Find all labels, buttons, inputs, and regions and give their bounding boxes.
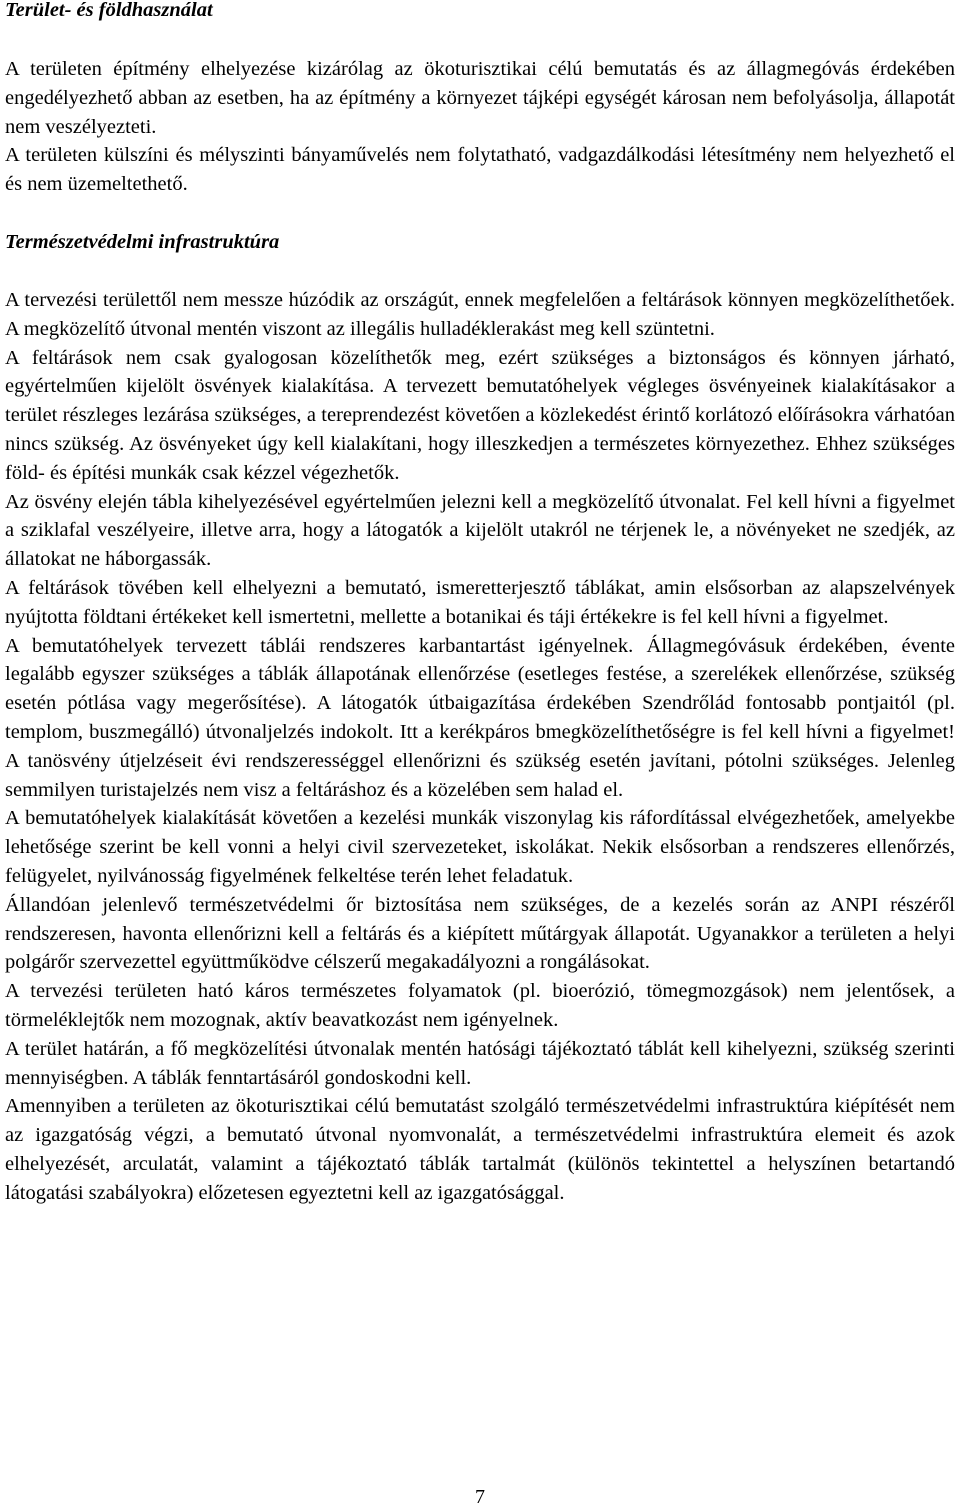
paragraph: A terület határán, a fő megközelítési útvonalak mentén hatósági tájékoztató táblát kell kihelyezni, szükség szerinti mennyiségben. A táblák fenntartásáról gondoskodni kell. [5,1037,955,1089]
paragraph: A tervezési területtől nem messze húzódik az országút, ennek megfelelően a feltárások könnyen megközelíthetőek. A megközelítő útvonal mentén viszont az illegális hulladéklerakást meg kell szüntetni. [5,289,955,340]
paragraph: A területen építmény elhelyezése kizárólag az ökoturisztikai célú bemutatás és az állagmegóvás érdekében engedélyezhető abban az esetben, ha az építmény a környezet tájképi egységét károsan nem befolyásolja, állapotát nem veszélyezteti. [5,58,955,138]
section-body-land-use [5,55,955,199]
section-body-infrastructure [5,286,955,1208]
paragraph: A tervezési területen ható káros természetes folyamatok (pl. bioerózió, tömegmozgások) nem jelentősek, a törmeléklejtők nem mozognak, aktív beavatkozást nem igényelnek. [5,980,955,1031]
paragraph: A feltárások nem csak gyalogosan közelíthetők meg, ezért szükséges a biztonságos és könnyen járható, egyértelműen kijelölt ösvények kialakítása. A tervezett bemutatóhelyek végleges ösvényeinek kialakításakor a terület részleges lezárása szükséges, a tereprendezést követően a közlekedést érintő korlátozó előírásokra várhatóan nincs szükség. Az ösvényeket úgy kell kialakítani, hogy illeszkedjen a természetes környezethez. Ehhez szükséges föld- és építési munkák csak kézzel végezhetők. [5,346,955,484]
paragraph: Az ösvény elején tábla kihelyezésével egyértelműen jelezni kell a megközelítő útvonalat. Fel kell hívni a figyelmet a sziklafal veszélyeire, illetve arra, hogy a látogatók a kijelölt utakról ne térjenek le, a növényeket ne szedjék, az állatokat ne háborgassák. [5,490,955,571]
paragraph: Állandóan jelenlevő természetvédelmi őr biztosítása nem szükséges, de a kezelés során az ANPI részéről rendszeresen, havonta ellenőrizni kell a feltárás és a kiépített műtárgyak állapotát. Ugyanakkor a területen a helyi polgárőr szervezettel együttműködve célszerű megakadályozni a rongálásokat. [5,893,955,974]
paragraph: A feltárások tövében kell elhelyezni a bemutató, ismeretterjesztő táblákat, amin elsősorban az alapszelvények nyújtotta földtani értékeket kell ismertetni, mellette a botanikai és táji értékekre is fel kell hívni a figyelmet. [5,576,955,628]
paragraph: A területen külszíni és mélyszinti bányaművelés nem folytatható, vadgazdálkodási létesítmény nem helyezhető el és nem üzemeltethető. [5,144,955,196]
page-number: 7 [475,1486,485,1508]
paragraph: A bemutatóhelyek kialakítását követően a kezelési munkák viszonylag kis ráfordítással elvégezhetőek, amelyekbe lehetősége szerint be kell vonni a helyi civil szervezeteket, iskolákat. Nekik elsősorban a rendszeres ellenőrzés, felügyelet, nyilvánosság figyelmének felkeltése terén lehet feladatuk. [5,807,955,887]
section-heading-land-use: Terület- és földhasználat [5,0,213,21]
section-heading-infrastructure: Természetvédelmi infrastruktúra [5,231,280,253]
paragraph: A bemutatóhelyek tervezett táblái rendszeres karbantartást igényelnek. Állagmegóvásuk érdekében, évente legalább egyszer szükséges a táblák állapotának ellenőrzése (esetleges festése, a szerelékek ellenőrzése, szükség esetén pótlása vagy megerősítése). A látogatók útbaigazítása érdekében Szendrőlád fontosabb pontjaitól (pl. templom, buszmegálló) útvonaljelzés indokolt. Itt a kerékpáros bmegközelíthetőségre is fel kell hívni a figyelmet! A tanösvény útjelzéseit évi rendszerességgel ellenőrizni és szükség esetén javítani, pótolni szükséges. Jelenleg semmilyen turistajelzés nem visz a feltáráshoz és a közelében sem halad el. [5,634,955,801]
paragraph: Amennyiben a területen az ökoturisztikai célú bemutatást szolgáló természetvédelmi infrastruktúra kiépítését nem az igazgatóság végzi, a bemutató útvonal nyomvonalát, a természetvédelmi infrastruktúra elemeit és azok elhelyezését, arculatát, valamint a tájékoztató táblák tartalmát (különös tekintettel a helyszínen betartandó látogatási szabályokra) előzetesen egyeztetni kell az igazgatósággal. [5,1095,955,1204]
